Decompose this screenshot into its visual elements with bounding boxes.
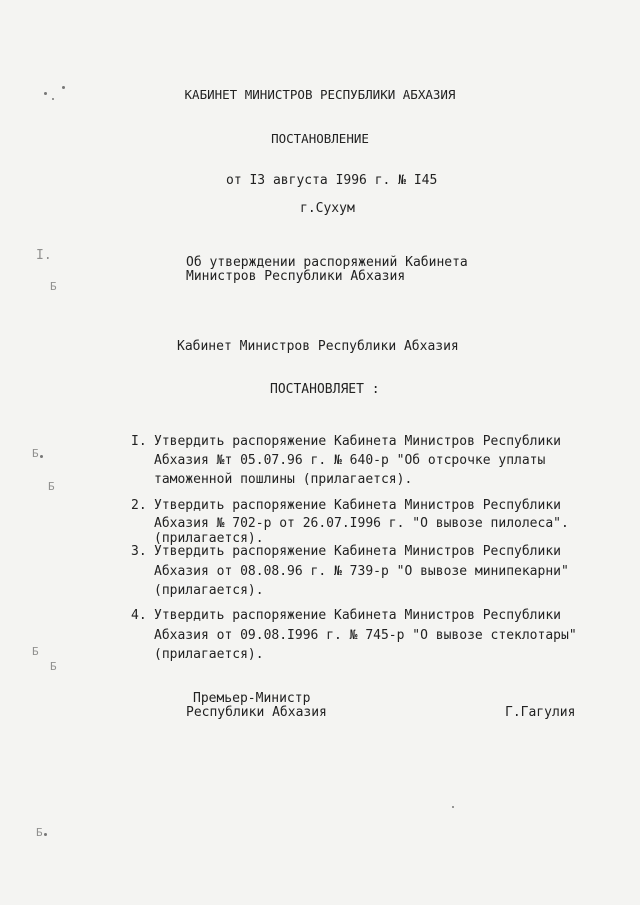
date-line: от I3 августа I996 г. № I45 xyxy=(226,173,438,188)
margin-mark: Б xyxy=(36,826,43,839)
margin-mark: I. xyxy=(36,248,52,263)
item-line: (прилагается). xyxy=(154,583,264,598)
item-line: Абхазия № 702-р от 26.07.I996 г. "О вывозе пилолеса". xyxy=(154,516,569,531)
item-line: таможенной пошлины (прилагается). xyxy=(154,472,413,487)
preamble: Кабинет Министров Республики Абхазия xyxy=(177,339,459,354)
signatory-name: Г.Гагулия xyxy=(505,705,576,720)
city: г.Сухум xyxy=(300,201,355,216)
org-title: КАБИНЕТ МИНИСТРОВ РЕСПУБЛИКИ АБХАЗИЯ xyxy=(184,87,456,102)
item-line: Абхазия от 08.08.96 г. № 739-р "О вывозе минипекарни" xyxy=(154,564,569,579)
item-number: 3. xyxy=(131,544,147,559)
subject-line-1: Об утверждении распоряжений Кабинета xyxy=(186,255,468,270)
resolves-heading: ПОСТАНОВЛЯЕТ : xyxy=(270,382,380,397)
item-line: Абхазия №т 05.07.96 г. № 640-р "Об отсрочке уплаты xyxy=(154,453,546,468)
scan-speck xyxy=(62,86,65,89)
item-line: Абхазия от 09.08.I996 г. № 745-р "О вывозе стеклотары" xyxy=(154,628,577,643)
item-number: 2. xyxy=(131,498,147,513)
margin-mark: Б xyxy=(32,447,39,460)
scan-speck xyxy=(52,98,54,100)
margin-mark: Б xyxy=(50,660,57,673)
margin-mark: Б xyxy=(48,480,55,493)
scan-speck xyxy=(452,806,454,808)
margin-mark: Б xyxy=(50,280,57,293)
scan-speck xyxy=(40,455,43,458)
subject-line-2: Министров Республики Абхазия xyxy=(186,269,406,284)
scan-speck xyxy=(44,833,47,836)
document-type: ПОСТАНОВЛЕНИЕ xyxy=(271,131,369,146)
margin-mark: Б xyxy=(32,645,39,658)
scan-speck xyxy=(44,92,47,95)
signatory-position-line-2: Республики Абхазия xyxy=(186,705,327,720)
item-line: Утвердить распоряжение Кабинета Министров Республики xyxy=(154,498,561,513)
signatory-position-line-1: Премьер-Министр xyxy=(193,691,311,706)
item-line: Утвердить распоряжение Кабинета Министров Республики xyxy=(154,608,561,623)
item-number: I. xyxy=(131,434,147,449)
item-line: (прилагается). xyxy=(154,531,264,546)
item-line: (прилагается). xyxy=(154,647,264,662)
item-line: Утвердить распоряжение Кабинета Министров Республики xyxy=(154,544,561,559)
item-number: 4. xyxy=(131,608,147,623)
item-line: Утвердить распоряжение Кабинета Министров Республики xyxy=(154,434,561,449)
